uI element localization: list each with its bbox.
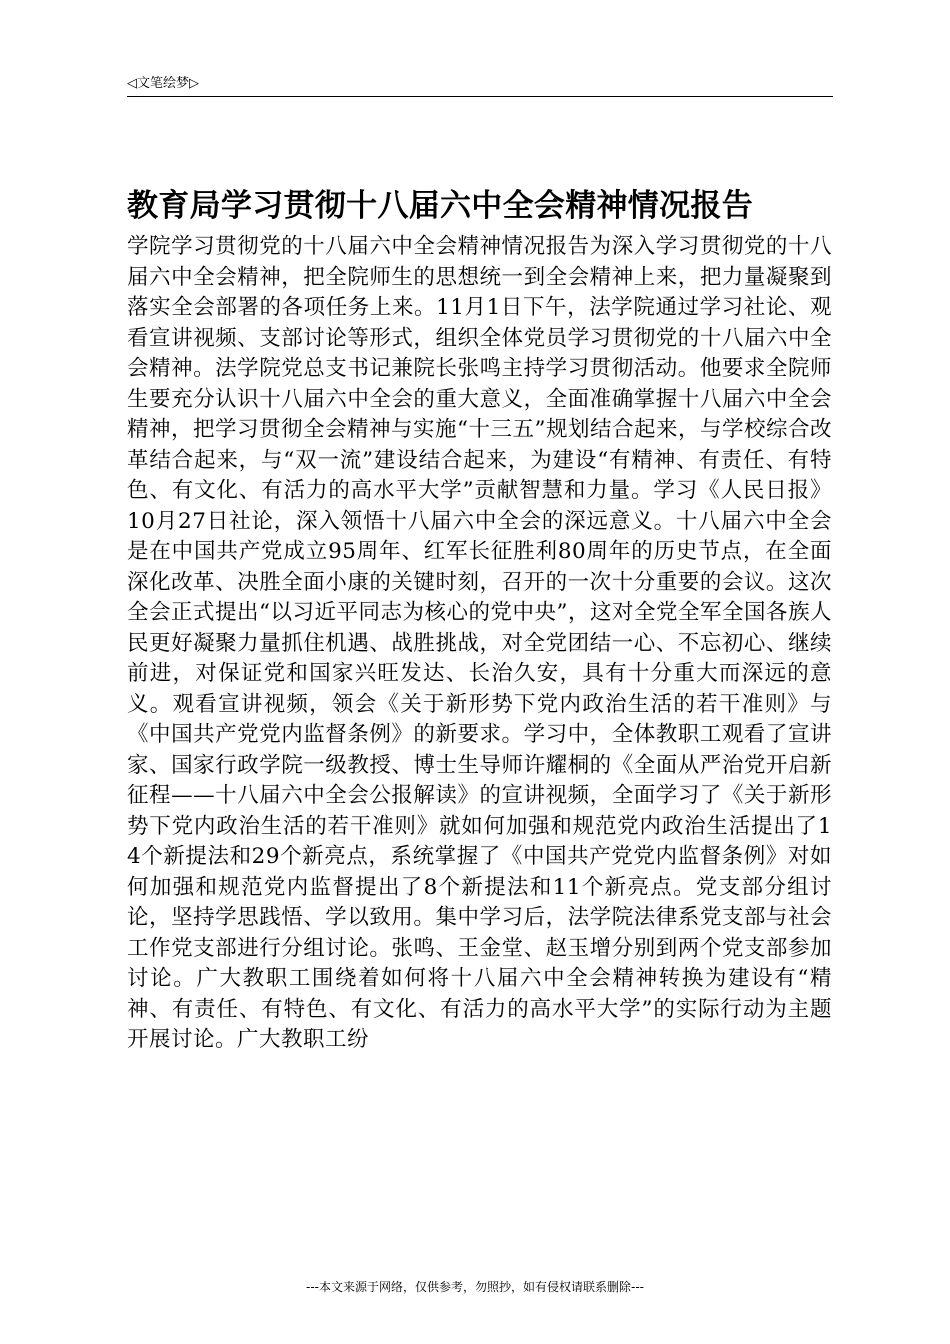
footer-disclaimer: ---本文来源于网络，仅供参考，勿照抄，如有侵权请联系删除--- [306,1280,644,1294]
header-divider [127,96,833,97]
document-body: 学院学习贯彻党的十八届六中全会精神情况报告为深入学习贯彻党的十八届六中全会精神，把全院师生的思想统一到全会精神上来，把力量凝聚到落实全会部署的各项任务上来。11月1日下午，法学院通过学习社论、观看宣讲视频、支部讨论等形式，组织全体党员学习贯彻党的十八届六中全会精神。法学院党总支书记兼院长张鸣主持学习贯彻活动。他要求全院师生要充分认识十八届六中全会的重大意义，全面准确掌握十八届六中全会精神，把学习贯彻全会精神与实施“十三五”规划结合起来，与学校综合改革结合起来，与“双一流”建设结合起来，为建设“有精神、有责任、有特色、有文化、有活力的高水平大学”贡献智慧和力量。学习《人民日报》10月27日社论，深入领悟十八届六中全会的深远意义。十八届六中全会是在中国共产党成立95周年、红军长征胜利80周年的历史节点，在全面深化改革、决胜全面小康的关键时刻，召开的一次十分重要的会议。这次全会正式提出“以习近平同志为核心的党中央”，这对全党全军全国各族人民更好凝聚力量抓住机遇、战胜挑战，对全党团结一心、不忘初心、继续前进，对保证党和国家兴旺发达、长治久安，具有十分重大而深远的意义。观看宣讲视频，领会《关于新形势下党内政治生活的若干准则》与《中国共产党党内监督条例》的新要求。学习中，全体教职工观看了宣讲家、国家行政学院一级教授、博士生导师许耀桐的《全面从严治党开启新征程——十八届六中全会公报解读》的宣讲视频，全面学习了《关于新形势下党内政治生活的若干准则》就如何加强和规范党内政治生活提出了14个新提法和29个新亮点，系统掌握了《中国共产党党内监督条例》对如何加强和规范党内监督提出了8个新提法和11个新亮点。党支部分组讨论，坚持学思践悟、学以致用。集中学习后，法学院法律系党支部与社会工作党支部进行分组讨论。张鸣、王金堂、赵玉增分别到两个党支部参加讨论。广大教职工围绕着如何将十八届六中全会精神转换为建设有“精神、有责任、有特色、有文化、有活力的高水平大学”的实际行动为主题开展讨论。广大教职工纷 [127,234,832,1052]
header-label: ◁文笔绘梦▷ [127,76,199,91]
document-title: 教育局学习贯彻十八届六中全会精神情况报告 [127,188,753,224]
